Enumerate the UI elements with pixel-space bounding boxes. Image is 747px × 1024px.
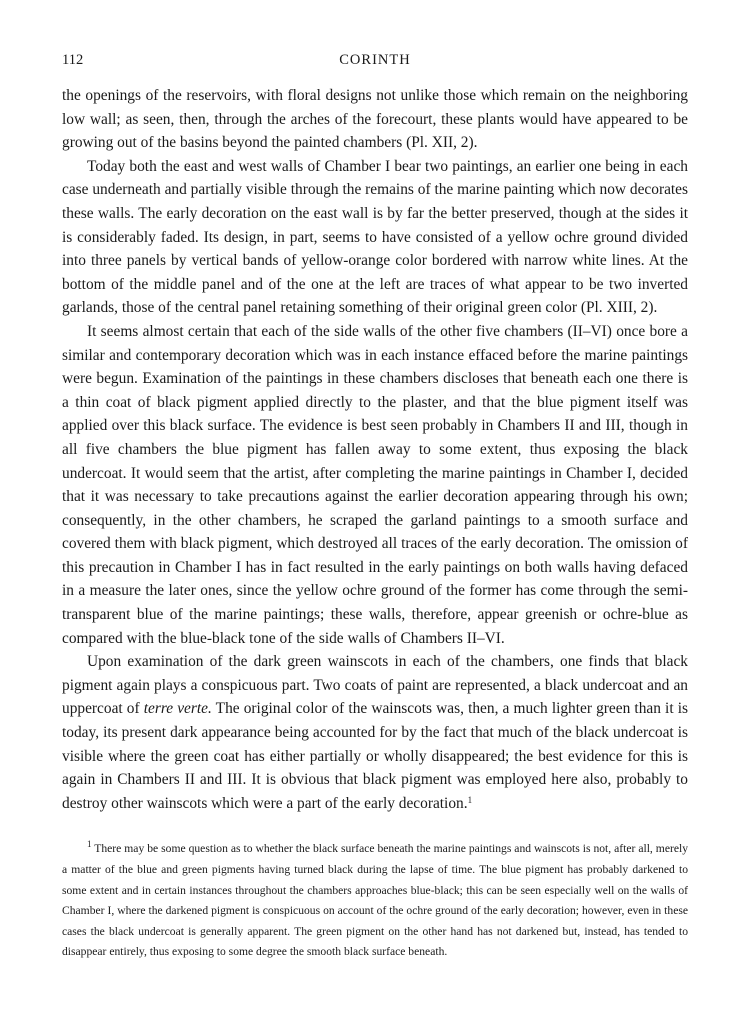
footnotes — [62, 839, 688, 963]
paragraph-3: It seems almost certain that each of the side walls of the other five chambers (II–VI) once bore a similar and contemporary decoration which was in each instance effaced before the marine paintings were begun. Examination of the paintings in these chambers discloses that beneath each one there is a thin coat of black pigment applied directly to the plaster, and that the blue pigment itself was applied over this black surface. The evidence is best seen probably in Chambers II and III, though in all five chambers the blue pigment has fallen away to some extent, thus exposing the black undercoat. It would seem that the artist, after completing the marine paintings in Chamber I, decided that it was necessary to take precautions against the earlier decoration appearing through his own; consequently, in the other chambers, he scraped the garland paintings to a smooth surface and covered them with black pigment, which destroyed all traces of the early decoration. The omission of this precaution in Chamber I has in fact resulted in the early paintings on both walls having defaced in a measure the later ones, since the yellow ochre ground of the former has come through the semi-transparent blue of the marine paintings; these walls, therefore, appear greenish or ochre-blue as compared with the blue-black tone of the side walls of Chambers II–VI. — [62, 322, 688, 647]
page-header — [62, 52, 688, 74]
paragraph-4-text-b: The original color of the wainscots was, then, a much lighter green than it is today, its present dark appearance being accounted for by the fact that much of the black undercoat is visible where the green coat has either partially or wholly disappeared; the best evidence for this is again in Chambers II and III. It is obvious that black pigment was employed here also, probably to destroy other wainscots which were a part of the early decoration. — [62, 700, 688, 812]
running-title: CORINTH — [339, 52, 411, 68]
paragraph-4-italic-term: terre verte. — [143, 700, 212, 718]
page-number: 112 — [62, 52, 84, 68]
paragraph-4-text-a: Upon examination of the dark green wainscots in each of the chambers, one finds that black pigment again plays a conspicuous part. Two coats of paint are represented, a black undercoat and an uppercoat of — [62, 653, 688, 718]
paragraph-4 — [62, 650, 688, 815]
paragraph-2: Today both the east and west walls of Chamber I bear two paintings, an earlier one being in each case underneath and partially visible through the remains of the marine painting which now decorates these walls. The early decoration on the east wall is by far the better preserved, though at the sides it is considerably faded. Its design, in part, seems to have consisted of a yellow ochre ground divided into three panels by vertical bands of yellow-orange color bordered with narrow white lines. At the bottom of the middle panel and of the one at the left are traces of what appear to be two inverted garlands, those of the central panel retaining something of their original green color (Pl. XIII, 2). — [62, 157, 688, 317]
paragraph-1: the openings of the reservoirs, with floral designs not unlike those which remain on the neighboring low wall; as seen, then, through the arches of the forecourt, these plants would have appeared to be growing out of the basins beyond the painted chambers (Pl. XII, 2). — [62, 87, 688, 152]
footnote-marker: 1 — [87, 839, 92, 850]
book-page — [62, 52, 688, 963]
body-text — [62, 84, 688, 815]
footnote-1 — [62, 839, 688, 963]
footnote-reference: 1 — [467, 794, 473, 805]
footnote-text: There may be some question as to whether the black surface beneath the marine paintings and wainscots is not, after all, merely a matter of the blue and green pigments having turned black during the lapse of time. The blue pigment has probably darkened to some extent and in certain instances throughout the chambers approaches blue-black; this can be seen especially well on the walls of Chamber I, where the darkened pigment is conspicuous on account of the ochre ground of the early decoration; however, even in these cases the black undercoat is generally apparent. The green pigment on the other hand has not darkened but, instead, has tended to disappear entirely, thus exposing to some degree the smooth black surface beneath. — [62, 842, 688, 959]
